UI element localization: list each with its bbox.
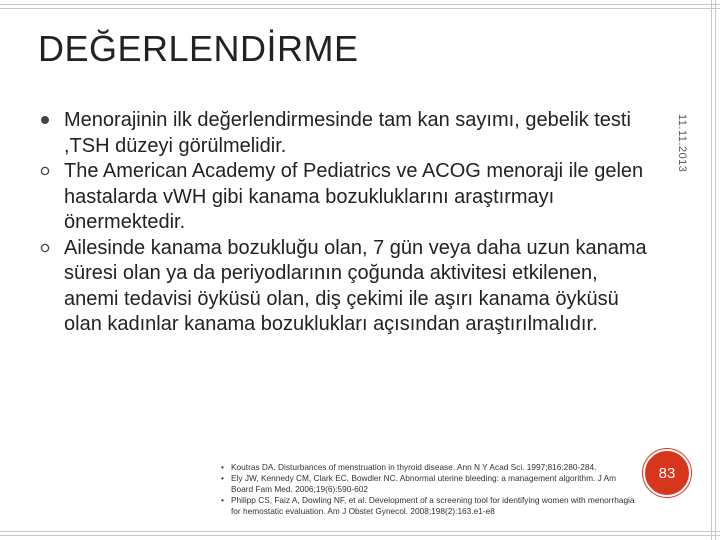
bullet-text: Ailesinde kanama bozukluğu olan, 7 gün veya daha uzun kanama süresi olan ya da periyodlarının çoğunda aktivitesi etkilenen, anemi tedavisi öyküsü olan, diş çekimi ile aşırı kanama öyküsü olan kadınlar kanama bozuklukları açısından araştırılmalıdır.: [64, 236, 647, 335]
reference-text: Ely JW, Kennedy CM, Clark EC, Bowdler NC. Abnormal uterine bleeding: a management algorithm. J Am Board Fam Med. 2006;19(6):590-602: [231, 473, 617, 494]
right-border-line: [715, 0, 716, 540]
slide-date: 11.11.2013: [676, 114, 688, 173]
bottom-border-line-inner: [0, 531, 720, 532]
right-border-line-inner: [711, 0, 712, 540]
hollow-circle-bullet-icon: [40, 159, 54, 184]
top-border-line-inner: [0, 8, 720, 9]
list-item: [38, 236, 653, 338]
list-item: [38, 159, 653, 236]
reference-item: [220, 495, 640, 517]
top-border-line: [0, 4, 720, 5]
small-bullet-icon: •: [221, 473, 224, 483]
small-bullet-icon: •: [221, 462, 224, 472]
reference-item: [220, 462, 640, 473]
small-bullet-icon: •: [221, 495, 224, 505]
bottom-border-line: [0, 535, 720, 536]
list-item: [38, 108, 653, 159]
bullet-text: Menorajinin ilk değerlendirmesinde tam kan sayımı, gebelik testi ,TSH düzeyi görülmelidir.: [64, 109, 631, 157]
reference-item: [220, 473, 640, 495]
bullet-text: The American Academy of Pediatrics ve ACOG menoraji ile gelen hastalarda vWH gibi kanama bozukluklarını araştırmayı önermektedir.: [64, 160, 644, 233]
slide-title: DEĞERLENDİRME: [38, 28, 359, 69]
hollow-circle-bullet-icon: [40, 236, 54, 261]
page-number-badge: 83: [643, 449, 691, 497]
filled-circle-bullet-icon: [40, 108, 54, 133]
reference-list: [220, 462, 640, 517]
reference-text: Philipp CS, Faiz A, Dowling NF, et al. Development of a screening tool for identifying women with menorrhagia for hemostatic evaluation. Am J Obstet Gynecol. 2008;198(2):163.e1-e8: [231, 495, 635, 516]
reference-text: Koutras DA. Disturbances of menstruation in thyroid disease. Ann N Y Acad Sci. 1997;816:280-284.: [231, 462, 597, 472]
bullet-list: [38, 108, 653, 338]
